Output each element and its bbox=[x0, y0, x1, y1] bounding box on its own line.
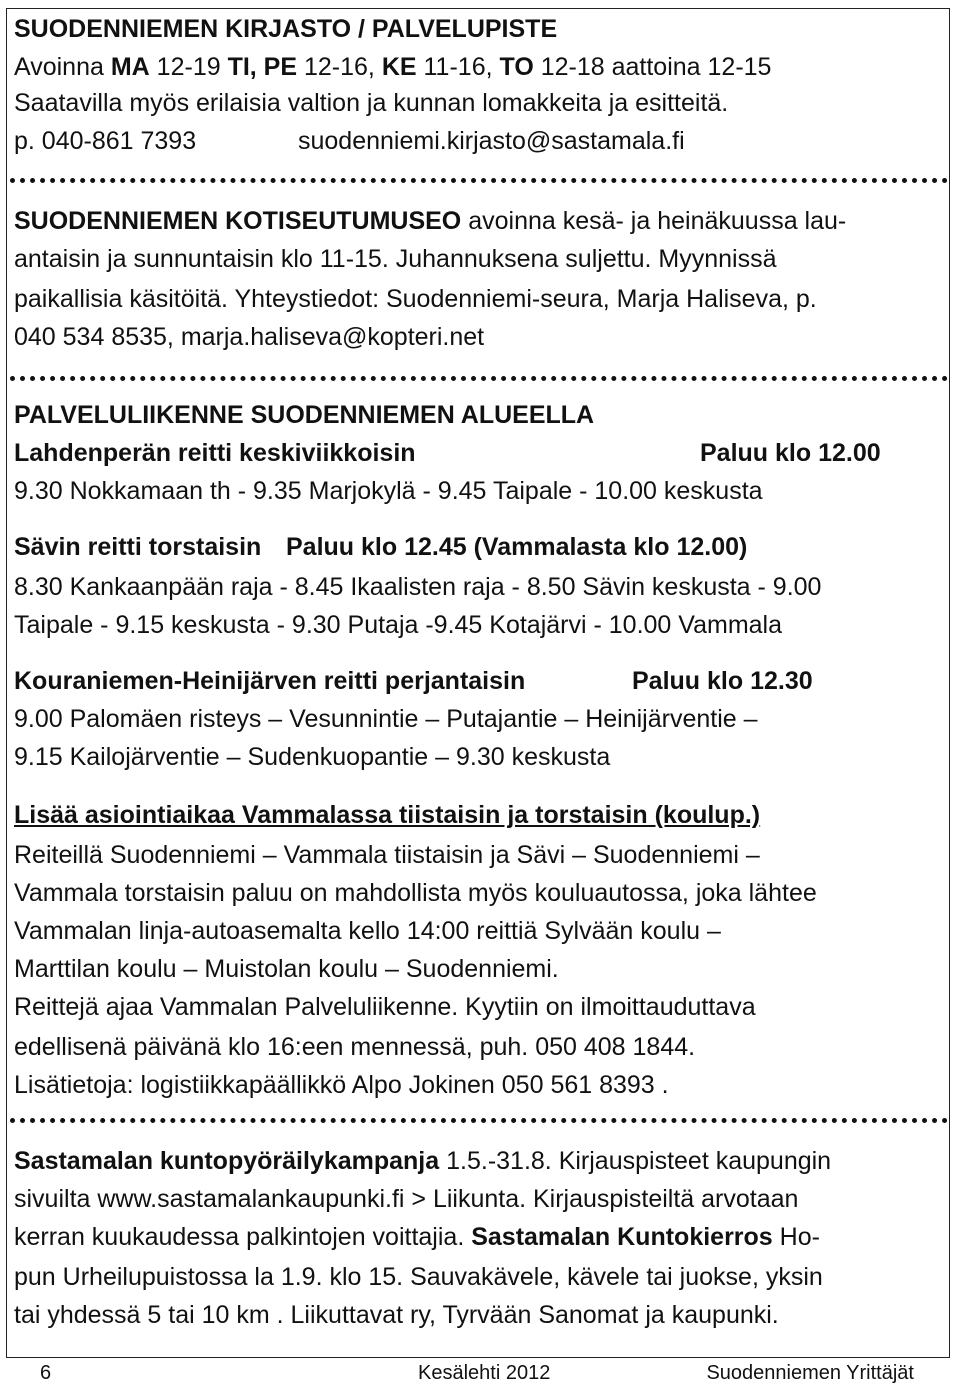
museum-line-1 bbox=[14, 204, 846, 238]
transport-title: PALVELULIIKENNE SUODENNIEMEN ALUEELLA bbox=[14, 401, 595, 429]
hours-day: TI, PE bbox=[227, 53, 298, 81]
extra-service-line: Marttilan koulu – Muistolan koulu – Suodenniemi. bbox=[14, 955, 559, 983]
issue-name: Kesälehti 2012 bbox=[418, 1362, 551, 1384]
route-name: Kouraniemen-Heinijärven reitti perjantaisin bbox=[14, 667, 526, 695]
publisher-name: Suodenniemen Yrittäjät bbox=[706, 1362, 914, 1384]
extra-service-line: Lisätietoja: logistiikkapäällikkö Alpo Jokinen 050 561 8393 . bbox=[14, 1071, 669, 1099]
route-name: Lahdenperän reitti keskiviikkoisin bbox=[14, 439, 416, 467]
museum-text: avoinna kesä- ja heinäkuussa lau- bbox=[461, 207, 847, 235]
extra-service-line: Vammala torstaisin paluu on mahdollista myös kouluautossa, joka lähtee bbox=[14, 879, 817, 907]
library-email[interactable]: suodenniemi.kirjasto@sastamala.fi bbox=[298, 127, 685, 155]
cycling-line-4: pun Urheilupuistossa la 1.9. klo 15. Sauvakävele, kävele tai juokse, yksin bbox=[14, 1263, 823, 1291]
library-title: SUODENNIEMEN KIRJASTO / PALVELUPISTE bbox=[14, 15, 558, 43]
dotted-divider bbox=[10, 178, 948, 183]
extra-service-line: edellisenä päivänä klo 16:een mennessä, puh. 050 408 1844. bbox=[14, 1033, 696, 1061]
library-phone: p. 040-861 7393 bbox=[14, 127, 197, 155]
extra-service-line: Reiteillä Suodenniemi – Vammala tiistaisin ja Sävi – Suodenniemi – bbox=[14, 841, 760, 869]
cycling-title: Sastamalan kuntopyöräilykampanja bbox=[14, 1147, 440, 1175]
hours-prefix: Avoinna bbox=[14, 53, 111, 81]
dotted-divider bbox=[10, 376, 948, 381]
extra-service-line: Vammalan linja-autoasemalta kello 14:00 reittiä Sylvään koulu – bbox=[14, 917, 721, 945]
hours-day: TO bbox=[499, 53, 534, 81]
library-forms: Saatavilla myös erilaisia valtion ja kunnan lomakkeita ja esitteitä. bbox=[14, 89, 729, 117]
kuntokierros-title: Sastamalan Kuntokierros bbox=[471, 1223, 773, 1251]
route-stops: 9.15 Kailojärventie – Sudenkuopantie – 9.30 keskusta bbox=[14, 743, 611, 771]
museum-line-3: paikallisia käsitöitä. Yhteystiedot: Suodenniemi-seura, Marja Haliseva, p. bbox=[14, 285, 817, 313]
cycling-text: 1.5.-31.8. Kirjauspisteet kaupungin bbox=[439, 1147, 832, 1175]
museum-line-4: 040 534 8535, marja.haliseva@kopteri.net bbox=[14, 323, 485, 351]
route-stops: 8.30 Kankaanpään raja - 8.45 Ikaalisten raja - 8.50 Sävin keskusta - 9.00 bbox=[14, 573, 822, 601]
library-hours bbox=[14, 50, 771, 84]
extra-service-line: Reittejä ajaa Vammalan Palveluliikenne. Kyytiin on ilmoittauduttava bbox=[14, 993, 756, 1021]
hours-time: 12-18 aattoina 12-15 bbox=[533, 53, 772, 81]
cycling-line-2: sivuilta www.sastamalankaupunki.fi > Liikunta. Kirjauspisteiltä arvotaan bbox=[14, 1185, 799, 1213]
hours-day: KE bbox=[381, 53, 417, 81]
page-number: 6 bbox=[40, 1362, 52, 1384]
route-stops: 9.30 Nokkamaan th - 9.35 Marjokylä - 9.45 Taipale - 10.00 keskusta bbox=[14, 477, 763, 505]
route-name: Sävin reitti torstaisin bbox=[14, 533, 262, 561]
cycling-text: kerran kuukaudessa palkintojen voittajia. bbox=[14, 1223, 472, 1251]
cycling-text: Ho- bbox=[772, 1223, 820, 1251]
route-stops: Taipale - 9.15 keskusta - 9.30 Putaja -9.45 Kotajärvi - 10.00 Vammala bbox=[14, 611, 783, 639]
hours-time: 11-16, bbox=[416, 53, 500, 81]
museum-line-2: antaisin ja sunnuntaisin klo 11-15. Juhannuksena suljettu. Myynnissä bbox=[14, 245, 777, 273]
museum-title: SUODENNIEMEN KOTISEUTUMUSEO bbox=[14, 207, 462, 235]
hours-time: 12-16, bbox=[297, 53, 382, 81]
route-return: Paluu klo 12.30 bbox=[632, 667, 813, 695]
route-return: Paluu klo 12.00 bbox=[700, 439, 881, 467]
cycling-line-5: tai yhdessä 5 tai 10 km . Liikuttavat ry, Tyrvään Sanomat ja kaupunki. bbox=[14, 1301, 779, 1329]
extra-service-title: Lisää asiointiaikaa Vammalassa tiistaisin ja torstaisin (koulup.) bbox=[14, 801, 761, 829]
route-stops: 9.00 Palomäen risteys – Vesunnintie – Putajantie – Heinijärventie – bbox=[14, 705, 758, 733]
cycling-line-3 bbox=[14, 1220, 820, 1254]
dotted-divider bbox=[10, 1118, 948, 1123]
hours-time: 12-19 bbox=[149, 53, 228, 81]
route-return: Paluu klo 12.45 (Vammalasta klo 12.00) bbox=[286, 533, 748, 561]
hours-day: MA bbox=[110, 53, 150, 81]
cycling-line-1 bbox=[14, 1144, 831, 1178]
